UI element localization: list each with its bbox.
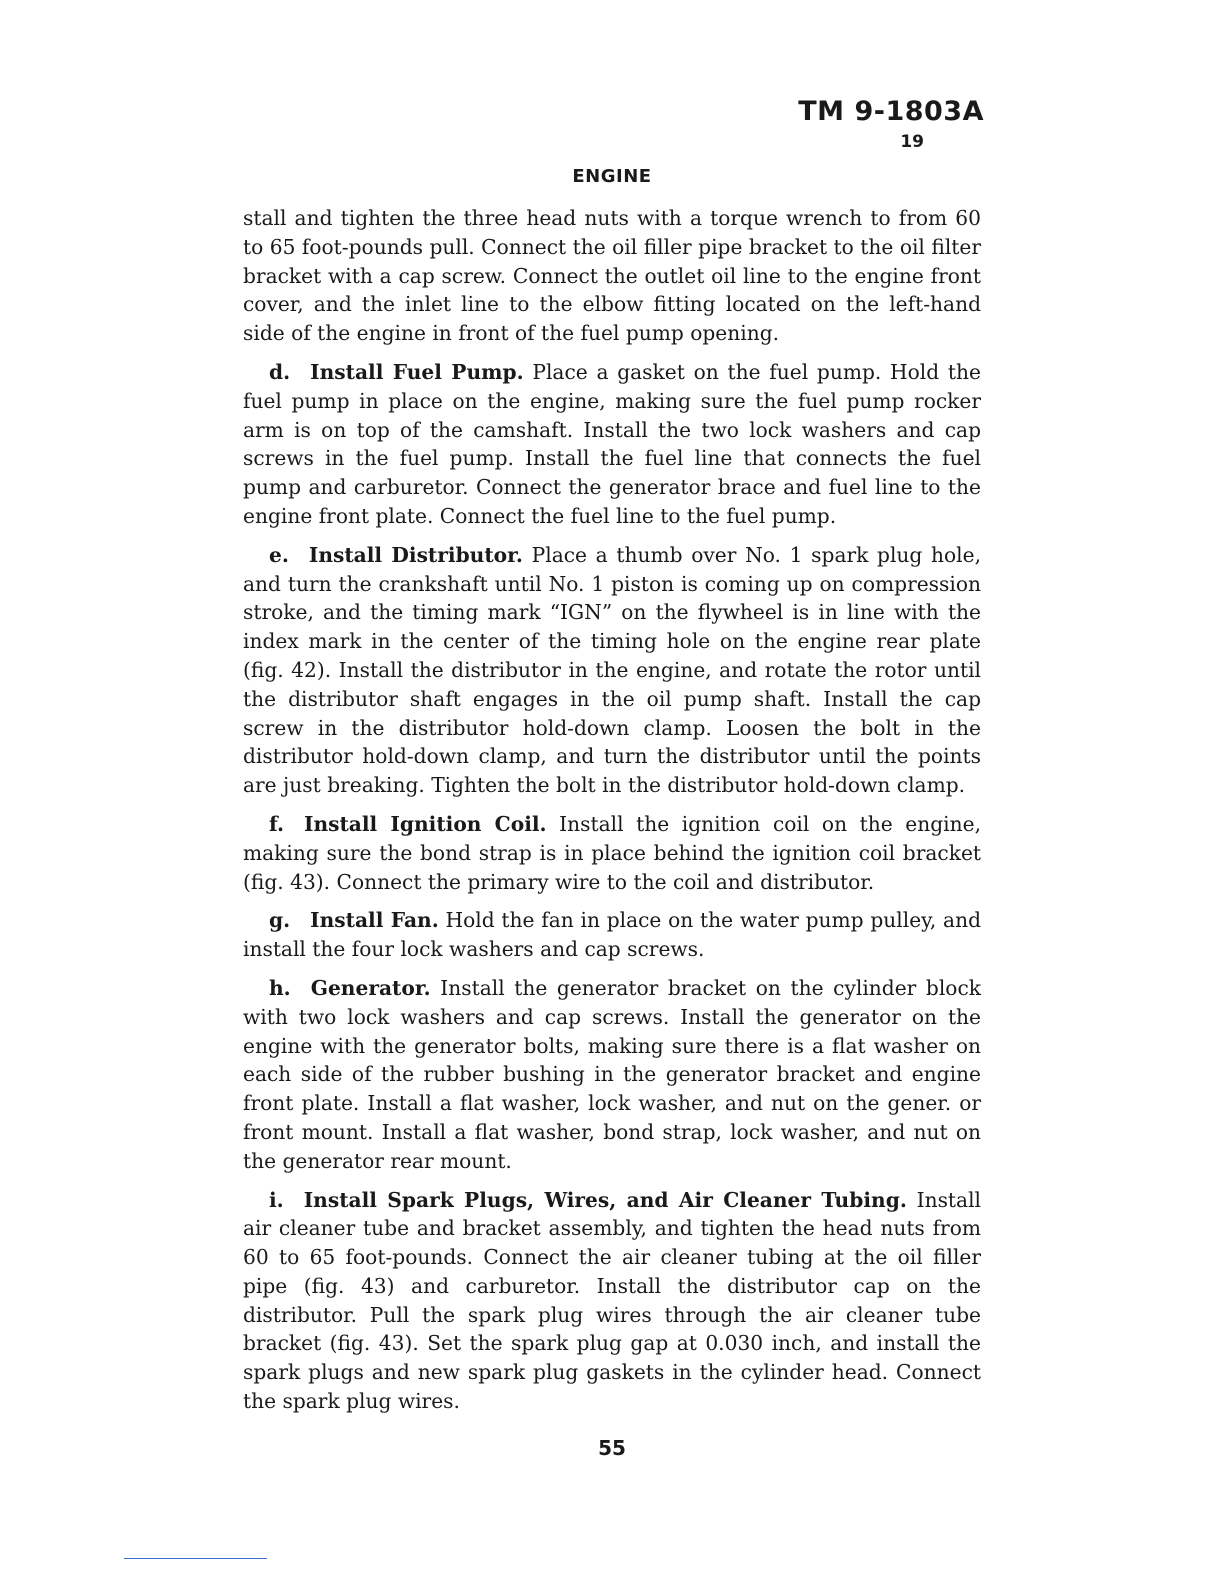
paragraph-letter: f. — [269, 811, 284, 836]
paragraph-heading: Install Spark Plugs, Wires, and Air Cleaner Tubing. — [303, 1187, 907, 1212]
paragraph-letter: d. — [269, 359, 291, 384]
paragraph-text: Hold the fan in place on the water pump pulley, and install the four lock washers and cap screws. — [243, 908, 981, 962]
page-number: 55 — [598, 1436, 626, 1460]
paragraph-h — [243, 974, 981, 1176]
paragraph-g — [243, 906, 981, 964]
paragraph-heading: Install Distributor. — [308, 542, 523, 567]
paragraph-text: Install the generator bracket on the cylinder block with two lock washers and cap screws. Install the generator on the engine with the generator bolts, making sure there is a flat washer on each side of the rubber bushing in the generator bracket and engine front plate. Install a flat washer, lock washer, and nut on the gener. or front mount. Install a flat washer, bond strap, lock washer, and nut on the generator rear mount. — [243, 975, 981, 1173]
paragraph-text: stall and tighten the three head nuts with a torque wrench to from 60 to 65 foot-pounds pull. Connect the oil filler pipe bracket to the oil filter bracket with a cap screw. Connect the outlet oil line to the engine front cover, and the inlet line to the elbow fitting located on the left-hand side of the engine in front of the fuel pump opening. — [243, 206, 981, 346]
paragraph-heading: Install Fuel Pump. — [310, 359, 524, 384]
paragraph-f — [243, 810, 981, 896]
paragraph-text: Install air cleaner tube and bracket assembly, and tighten the head nuts from 60 to 65 foot-pounds. Connect the air cleaner tubing at the oil filler pipe (fig. 43) and carburetor. Install the distributor cap on the distributor. Pull the spark plug wires through the air cleaner tube bracket (fig. 43). Set the spark plug gap at 0.030 inch, and install the spark plugs and new spark plug gaskets in the cylinder head. Connect the spark plug wires. — [243, 1187, 981, 1414]
body-text — [243, 204, 981, 1426]
paragraph-heading: Install Ignition Coil. — [304, 811, 547, 836]
running-title: ENGINE — [572, 166, 652, 187]
paragraph-text: Place a gasket on the fuel pump. Hold the fuel pump in place on the engine, making sure the fuel pump rocker arm is on top of the camshaft. Install the two lock washers and cap screws in the fuel pump. Install the fuel line that connects the fuel pump and carburetor. Connect the generator brace and fuel line to the engine front plate. Connect the fuel line to the fuel pump. — [243, 359, 981, 528]
paragraph-letter: i. — [269, 1187, 284, 1212]
paragraph-e — [243, 541, 981, 800]
paragraph-continued — [243, 204, 981, 348]
section-number: 19 — [900, 132, 924, 152]
paragraph-i — [243, 1186, 981, 1416]
paragraph-letter: g. — [269, 908, 291, 933]
paragraph-d — [243, 358, 981, 531]
document-number: TM 9-1803A — [798, 96, 984, 127]
paragraph-text: Place a thumb over No. 1 spark plug hole, and turn the crankshaft until No. 1 piston is coming up on compression stroke, and the timing mark “IGN” on the flywheel is in line with the index mark in the center of the timing hole on the engine rear plate (fig. 42). Install the distributor in the engine, and rotate the rotor until the distributor shaft engages in the oil pump shaft. Install the cap screw in the distributor hold-down clamp. Loosen the bolt in the distributor hold-down clamp, and turn the distributor until the points are just breaking. Tighten the bolt in the distributor hold-down clamp. — [243, 542, 981, 798]
paragraph-letter: e. — [269, 542, 289, 567]
paragraph-text: Install the ignition coil on the engine, making sure the bond strap is in place behind the ignition coil bracket (fig. 43). Connect the primary wire to the coil and distributor. — [243, 811, 981, 894]
footer-rule — [124, 1558, 267, 1559]
paragraph-heading: Generator. — [310, 975, 431, 1000]
paragraph-letter: h. — [269, 975, 291, 1000]
paragraph-heading: Install Fan. — [310, 908, 439, 933]
